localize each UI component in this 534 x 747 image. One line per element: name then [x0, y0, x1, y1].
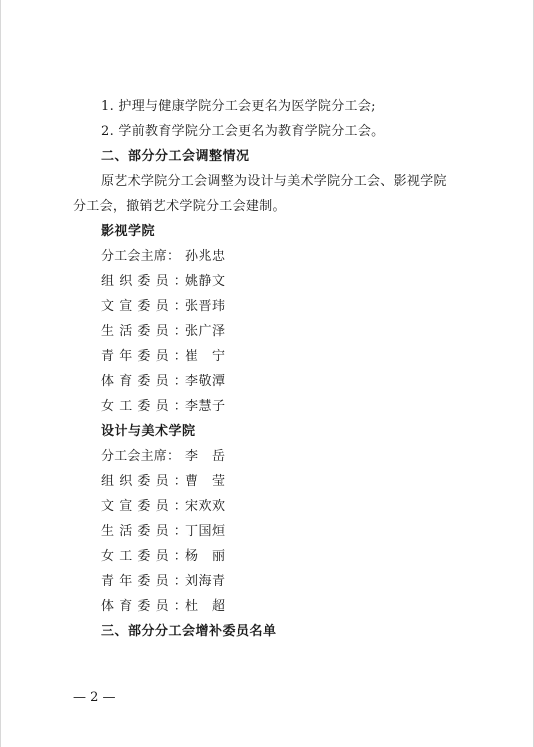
section-heading-supplement: 三、部分分工会增补委员名单	[101, 624, 277, 639]
film-member-sports	[101, 374, 226, 390]
member-role: 组织委员：	[101, 274, 193, 289]
member-role: 生活委员：	[101, 524, 193, 539]
film-member-chair	[101, 249, 226, 265]
member-role: 体育委员：	[101, 599, 193, 614]
member-role: 分工会主席：	[101, 449, 181, 464]
member-name: 杜超	[185, 599, 240, 614]
member-role: 青年委员：	[101, 574, 193, 589]
member-name: 刘海青	[185, 574, 226, 589]
member-name: 丁国烜	[185, 524, 226, 539]
member-role: 文宣委员：	[101, 299, 193, 314]
film-member-welfare	[101, 324, 226, 340]
member-name: 李敬潭	[185, 374, 226, 389]
film-member-youth	[101, 349, 239, 365]
member-name: 崔宁	[185, 349, 240, 364]
film-member-organization	[101, 274, 226, 290]
film-member-women	[101, 399, 226, 415]
member-role: 生活委员：	[101, 324, 193, 339]
list-item-rename-preschool: 2. 学前教育学院分工会更名为教育学院分工会。	[101, 124, 385, 139]
design-member-welfare	[101, 524, 226, 540]
page-number: — 2 —	[73, 690, 116, 705]
design-member-youth	[101, 574, 226, 590]
member-name: 杨丽	[185, 549, 240, 564]
member-name: 李慧子	[185, 399, 226, 414]
film-college-title: 影视学院	[101, 224, 156, 239]
member-name: 李岳	[185, 449, 240, 464]
member-name: 姚静文	[185, 274, 226, 289]
member-role: 女工委员：	[101, 549, 193, 564]
design-member-women	[101, 549, 239, 565]
paragraph-line-1: 原艺术学院分工会调整为设计与美术学院分工会、影视学院	[101, 174, 447, 189]
member-name: 孙兆忠	[185, 249, 226, 264]
member-name: 曹莹	[185, 474, 240, 489]
member-name: 宋欢欢	[185, 499, 226, 514]
member-name: 张晋玮	[185, 299, 226, 314]
design-member-organization	[101, 474, 239, 490]
member-role: 女工委员：	[101, 399, 193, 414]
member-role: 体育委员：	[101, 374, 193, 389]
design-member-publicity	[101, 499, 226, 515]
design-member-sports	[101, 599, 239, 615]
design-member-chair	[101, 449, 239, 465]
film-member-publicity	[101, 299, 226, 315]
member-role: 分工会主席：	[101, 249, 181, 264]
member-name: 张广泽	[185, 324, 226, 339]
member-role: 组织委员：	[101, 474, 193, 489]
design-college-title: 设计与美术学院	[101, 424, 196, 439]
section-heading-adjustments: 二、部分分工会调整情况	[101, 149, 250, 164]
list-item-rename-nursing: 1. 护理与健康学院分工会更名为医学院分工会;	[101, 99, 376, 114]
member-role: 文宣委员：	[101, 499, 193, 514]
member-role: 青年委员：	[101, 349, 193, 364]
paragraph-line-2: 分工会，撤销艺术学院分工会建制。	[73, 199, 286, 214]
